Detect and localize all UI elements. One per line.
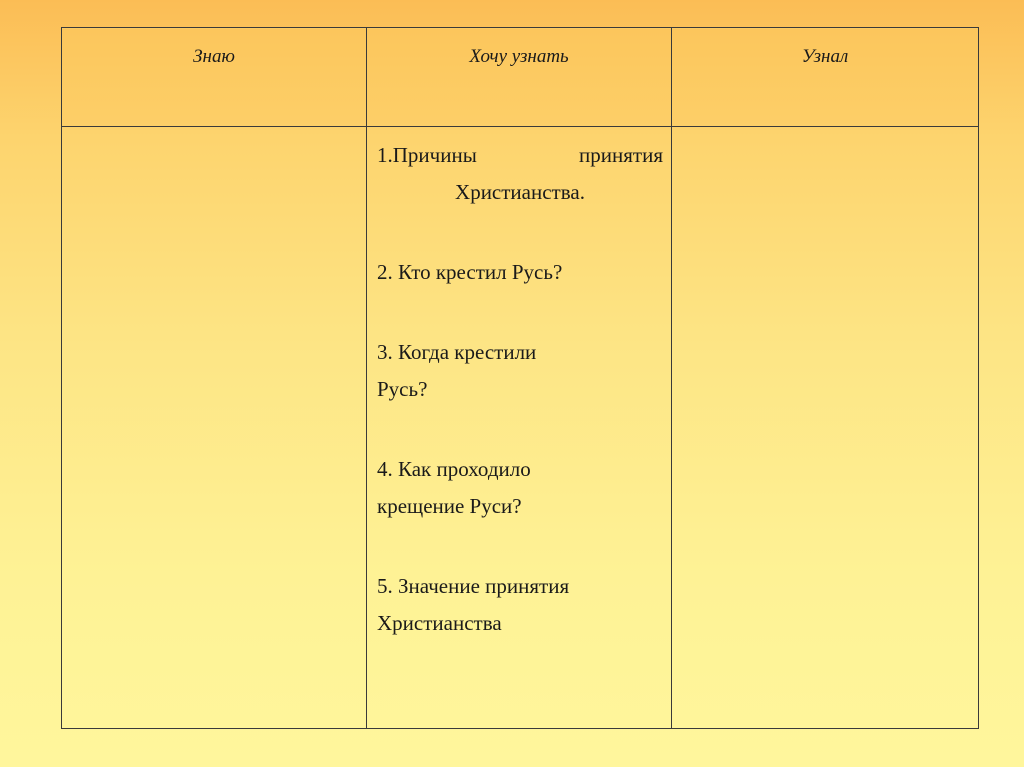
table-body-row — [62, 127, 979, 729]
question-5-line-2: Христианства — [377, 611, 502, 635]
learned-cell — [672, 127, 979, 729]
question-1-word-2: принятия — [579, 143, 663, 167]
question-1-word-1: 1.Причины — [377, 143, 477, 167]
header-learned: Узнал — [672, 28, 979, 127]
know-cell — [62, 127, 367, 729]
header-know: Знаю — [62, 28, 367, 127]
question-3 — [377, 334, 663, 408]
question-3-line-1: 3. Когда крестили — [377, 340, 537, 364]
question-4-line-2: крещение Руси? — [377, 494, 522, 518]
question-5-line-1: 5. Значение принятия — [377, 574, 570, 598]
question-4-line-1: 4. Как проходило — [377, 457, 531, 481]
want-to-know-cell — [367, 127, 672, 729]
table-header-row — [62, 28, 979, 127]
question-1-line-2: Христианства. — [455, 180, 585, 204]
questions-list — [367, 127, 671, 642]
question-5 — [377, 568, 663, 642]
question-2 — [377, 254, 663, 291]
question-2-text: 2. Кто крестил Русь? — [377, 260, 563, 284]
question-3-line-2: Русь? — [377, 377, 428, 401]
header-want-to-know: Хочу узнать — [367, 28, 672, 127]
question-1 — [377, 137, 663, 211]
question-4 — [377, 451, 663, 525]
kwl-table — [61, 27, 979, 729]
